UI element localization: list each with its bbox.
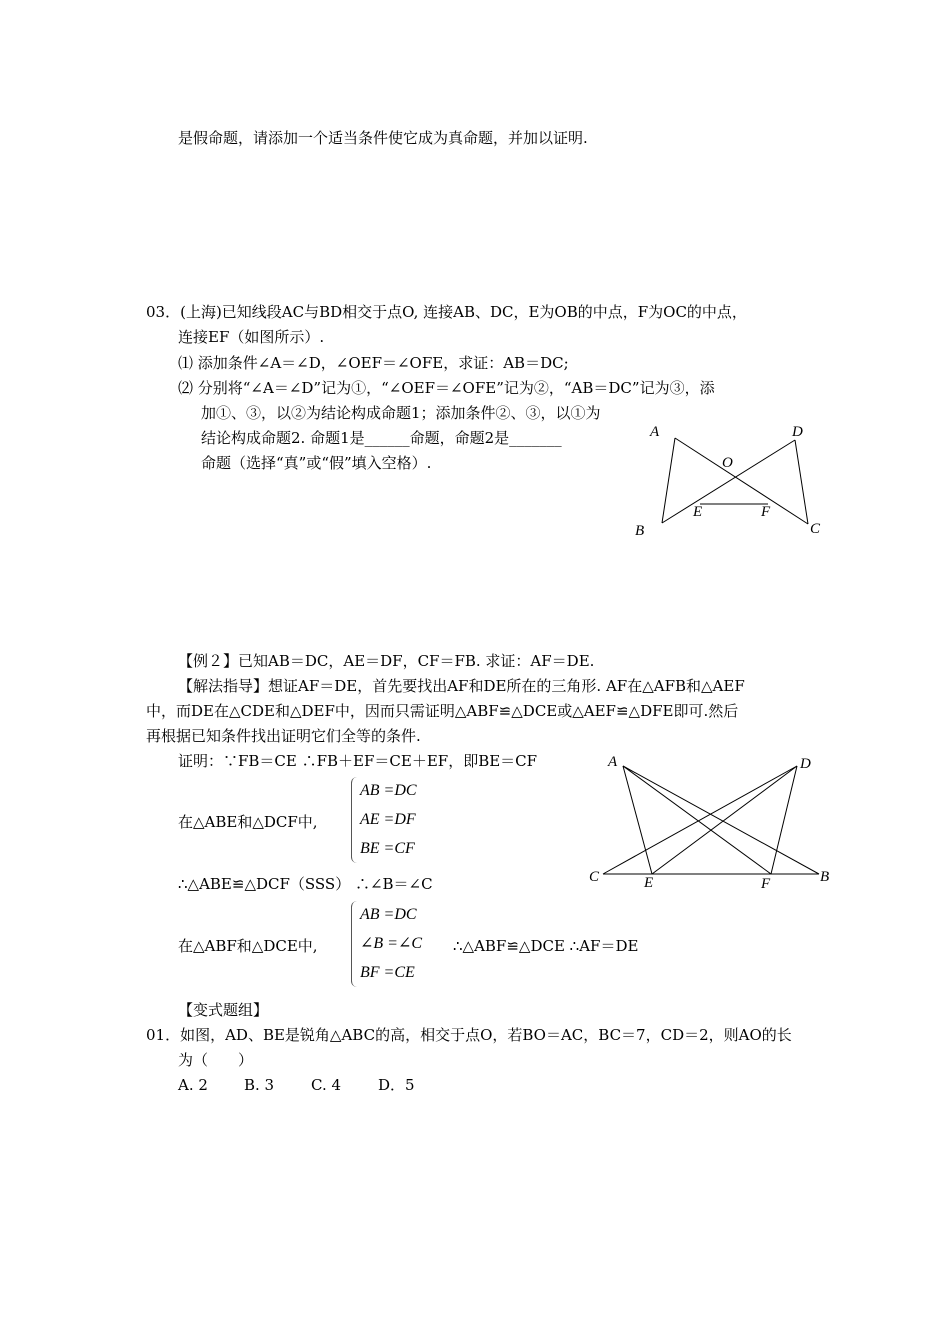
example2-conclusion2: ∴△ABF≌△DCE ∴AF＝DE xyxy=(453,937,639,955)
system1-eq2: AE =DF xyxy=(360,811,416,828)
option-d: D．5 xyxy=(378,1076,415,1094)
system2-eq1: AB =DC xyxy=(360,906,417,923)
triangle2-label: 在△ABF和△DCE中, xyxy=(178,937,318,955)
segment-ab xyxy=(623,766,819,874)
triangles-figure xyxy=(585,750,835,895)
segment-dc xyxy=(795,440,808,524)
label-b: B xyxy=(635,523,645,539)
example2-conclusion1: ∴△ABE≌△DCF（SSS） ∴∠B＝∠C xyxy=(178,875,433,893)
option-b: B. 3 xyxy=(244,1076,275,1094)
option-c: C. 4 xyxy=(311,1076,342,1094)
problem-03-part2-line1: ⑵ 分别将“∠A＝∠D”记为①，“∠OEF＝∠OFE”记为②，“AB＝DC”记为③，添 xyxy=(178,379,715,397)
example2-statement: 【例２】已知AB＝DC，AE＝DF，CF＝FB. 求证：AF＝DE. xyxy=(178,652,595,670)
label-d: D xyxy=(800,756,811,772)
option-a: A. 2 xyxy=(178,1076,208,1094)
example2-guide-line1: 【解法指导】想证AF＝DE，首先要找出AF和DE所在的三角形. AF在△AFB和△AEF xyxy=(178,677,745,695)
label-f: F xyxy=(761,504,771,520)
brace-system1 xyxy=(351,777,358,863)
label-a: A xyxy=(608,754,618,770)
problem-03-line2: 连接EF（如图所示）. xyxy=(178,328,325,346)
label-d: D xyxy=(792,424,803,440)
problem-03-line1: 03．(上海)已知线段AC与BD相交于点O, 连接AB、DC，E为OB的中点，F为OC的中点， xyxy=(146,303,747,321)
problem-03-part2-line4: 命题（选择“真”或“假”填入空格）. xyxy=(201,454,432,472)
segment-ae xyxy=(623,766,652,874)
equation-system1 xyxy=(360,776,417,863)
segment-ab xyxy=(662,438,675,523)
segment-db xyxy=(662,440,795,523)
brace-system2 xyxy=(351,901,358,987)
example2-guide-line3: 再根据已知条件找出证明它们全等的条件. xyxy=(146,727,421,745)
label-c: C xyxy=(589,869,600,885)
problem-03-part1: ⑴ 添加条件∠A＝∠D，∠OEF＝∠OFE，求证：AB＝DC; xyxy=(178,354,569,372)
intro-line: 是假命题，请添加一个适当条件使它成为真命题，并加以证明. xyxy=(178,129,588,147)
label-o: O xyxy=(722,455,733,471)
example2-proof-line1: 证明：∵FB＝CE ∴FB＋EF＝CE＋EF，即BE＝CF xyxy=(178,752,538,770)
label-e: E xyxy=(693,504,703,520)
label-f: F xyxy=(761,876,771,892)
system2-eq2: ∠B =∠C xyxy=(360,935,423,952)
system1-eq1: AB =DC xyxy=(360,782,417,799)
label-a: A xyxy=(650,424,660,440)
problem-03-part2-line3: 结论构成命题2. 命题1是______命题，命题2是_______ xyxy=(201,429,562,447)
variant-heading: 【变式题组】 xyxy=(178,1001,269,1019)
equation-system2 xyxy=(360,900,422,987)
example2-guide-line2: 中，而DE在△CDE和△DEF中，因而只需证明△ABF≌△DCE或△AEF≌△DFE即可.然后 xyxy=(146,702,739,720)
label-c: C xyxy=(810,521,821,537)
label-b: B xyxy=(820,869,830,885)
variant-q1-line2: 为（ ） xyxy=(178,1051,254,1069)
problem-03-part2-line2: 加①、③，以②为结论构成命题1；添加条件②、③，以①为 xyxy=(201,404,601,422)
triangle1-label: 在△ABE和△DCF中, xyxy=(178,813,318,831)
system2-eq3: BF =CE xyxy=(360,964,415,981)
segment-dc xyxy=(603,766,797,874)
system1-eq3: BE =CF xyxy=(360,840,415,857)
bowtie-figure xyxy=(630,418,830,543)
variant-q1-line1: 01．如图，AD、BE是锐角△ABC的高，相交于点O，若BO＝AC，BC＝7，CD＝2，则AO的长 xyxy=(146,1026,792,1044)
label-e: E xyxy=(644,875,654,891)
segment-af xyxy=(623,766,771,874)
